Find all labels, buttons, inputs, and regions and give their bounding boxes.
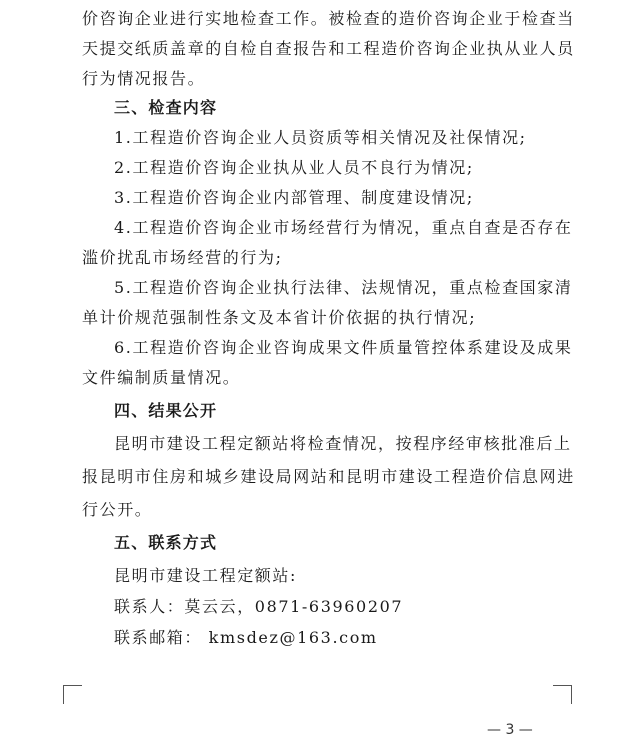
list-item: 6.工程造价咨询企业咨询成果文件质量管控体系建设及成果 [114, 338, 573, 357]
list-item-continuation: 单计价规范强制性条文及本省计价依据的执行情况; [82, 308, 477, 327]
list-item: 3.工程造价咨询企业内部管理、制度建设情况; [114, 188, 474, 207]
list-item-continuation: 滥价扰乱市场经营的行为; [82, 248, 283, 267]
list-item: 5.工程造价咨询企业执行法律、法规情况，重点检查国家清 [114, 278, 573, 297]
paragraph-line: 报昆明市住房和城乡建设局网站和昆明市建设工程造价信息网进 [82, 467, 575, 486]
contact-email: 联系邮箱： kmsdez@163.com [114, 628, 378, 647]
paragraph-line: 行为情况报告。 [82, 69, 206, 88]
section-heading-contact: 五、联系方式 [114, 533, 218, 552]
list-item-continuation: 文件编制质量情况。 [82, 368, 241, 387]
section-heading-inspection-content: 三、检查内容 [114, 98, 218, 117]
margin-corner-mark-right [553, 685, 572, 704]
paragraph-line: 行公开。 [82, 500, 153, 519]
contact-person: 联系人：莫云云，0871-63960207 [114, 597, 404, 616]
list-item: 4.工程造价咨询企业市场经营行为情况，重点自查是否存在 [114, 218, 573, 237]
list-item: 1.工程造价咨询企业人员资质等相关情况及社保情况; [114, 128, 527, 147]
page-number: — 3 — [487, 722, 533, 738]
section-heading-results: 四、结果公开 [114, 401, 218, 420]
list-item: 2.工程造价咨询企业执从业人员不良行为情况; [114, 158, 474, 177]
paragraph-line: 价咨询企业进行实地检查工作。被检查的造价咨询企业于检查当 [82, 9, 575, 28]
margin-corner-mark-left [63, 685, 82, 704]
paragraph-line: 昆明市建设工程定额站将检查情况，按程序经审核批准后上 [114, 434, 572, 453]
paragraph-line: 天提交纸质盖章的自检自查报告和工程造价咨询企业执从业人员 [82, 39, 575, 58]
contact-organization: 昆明市建设工程定额站: [114, 566, 297, 585]
